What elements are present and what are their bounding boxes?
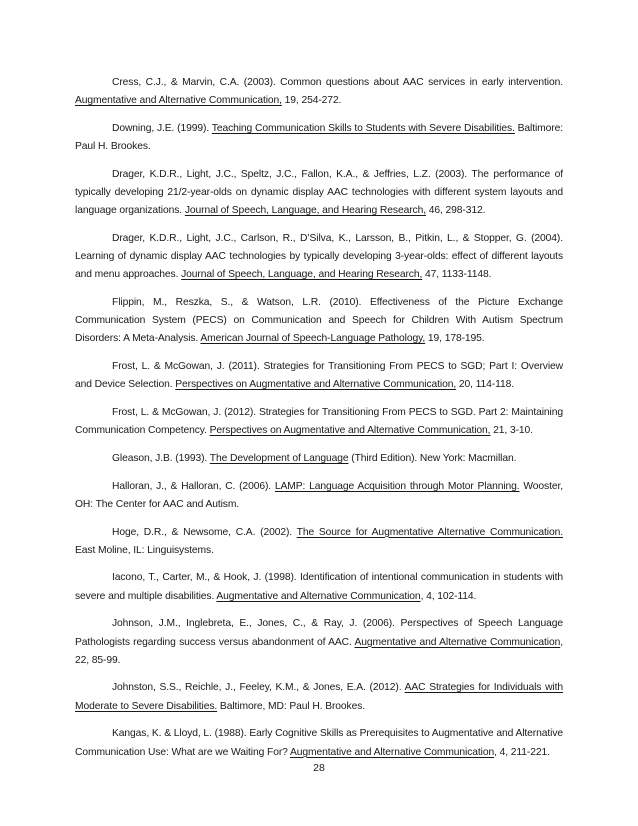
ref-source-title: Perspectives on Augmentative and Alternative Communication, [175, 379, 457, 391]
ref-authors-text: Frost, L. & McGowan, J. (2011). Strategies for Transitioning From PECS to SGD; Part I: Overview and Device Selection. [75, 361, 563, 391]
ref-volume-pages: Baltimore: Paul H. Brookes. [75, 122, 563, 153]
ref-volume-pages: Baltimore, MD: Paul H. Brookes. [217, 700, 366, 712]
ref-source-title: Augmentative and Alternative Communication, [75, 95, 282, 107]
ref-authors-text: Flippin, M., Reszka, S., & Watson, L.R. (2010). Effectiveness of the Picture Exchange Communication System (PECS) on Communication and Speech for Children With Autism Spectrum Disorders: A Meta-Analysis. [75, 297, 563, 345]
ref-volume-pages: 46, 298-312. [425, 205, 486, 217]
reference-frost-2012 [75, 404, 563, 440]
reference-list [75, 74, 563, 771]
ref-authors-text: Kangas, K. & Lloyd, L. (1988). Early Cognitive Skills as Prerequisites to Augmentative and Alternative Communication Use: What are we Waiting For? [75, 728, 563, 758]
ref-authors-text: Johnson, J.M., Inglebreta, E., Jones, C., & Ray, J. (2006). Perspectives of Speech Language Pathologists regarding success versus abandonment of AAC. [75, 618, 563, 648]
ref-authors-text: Downing, J.E. (1999). [112, 122, 212, 134]
ref-volume-pages: 20, 114-118. [456, 379, 514, 391]
ref-source-title: LAMP: Language Acquisition through Motor Planning. [274, 480, 520, 492]
ref-source-title: Augmentative and Alternative Communication [216, 590, 421, 602]
ref-volume-pages: 21, 3-10. [490, 425, 533, 437]
reference-halloran-2006 [75, 478, 563, 514]
ref-source-title: Journal of Speech, Language, and Hearing Research, [181, 269, 423, 281]
reference-flippin-2010 [75, 294, 563, 349]
ref-volume-pages: East Moline, IL: Linguisystems. [75, 544, 214, 556]
ref-authors-text: Halloran, J., & Halloran, C. (2006). [112, 480, 275, 492]
reference-johnston-2012 [75, 679, 563, 715]
page-number: 28 [313, 762, 325, 774]
ref-source-title: AAC Strategies for Individuals with Moderate to Severe Disabilities. [75, 682, 563, 712]
ref-volume-pages: 47, 1133-1148. [422, 269, 492, 281]
ref-volume-pages: Wooster, OH: The Center for AAC and Autism. [75, 480, 564, 510]
reference-drager-2004 [75, 230, 563, 285]
reference-johnson-2006 [75, 615, 563, 670]
ref-authors-text: Drager, K.D.R., Light, J.C., Carlson, R., D’Silva, K., Larsson, B., Pitkin, L., & Stopper, G. (2004). Learning of dynamic display AAC technologies by typically developing 3-year-olds: effect of different layouts and menu approaches. [75, 232, 563, 281]
ref-authors-text: Iacono, T., Carter, M., & Hook, J. (1998). Identification of intentional communication in students with severe and multiple disabilities. [75, 572, 563, 602]
reference-frost-2011 [75, 358, 563, 394]
ref-source-title: Augmentative and Alternative Communication [289, 746, 495, 758]
ref-authors-text: Drager, K.D.R., Light, J.C., Speltz, J.C., Fallon, K.A., & Jeffries, L.Z. (2003). The performance of typically developing 21/2-year-olds on dynamic display AAC technologies with different system layouts and language organizations. [75, 168, 563, 217]
reference-gleason-1993 [75, 450, 563, 468]
ref-source-title: The Development of Language [209, 452, 349, 464]
reference-kangas-1988 [75, 725, 563, 761]
ref-source-title: Perspectives on Augmentative and Alternative Communication, [209, 425, 491, 437]
ref-authors-text: Cress, C.J., & Marvin, C.A. (2003). Common questions about AAC services in early intervention. [112, 77, 563, 88]
ref-volume-pages: 19, 254-272. [281, 95, 342, 107]
ref-volume-pages: , 22, 85-99. [75, 636, 563, 666]
ref-source-title: Teaching Communication Skills to Students with Severe Disabilities. [211, 122, 515, 134]
reference-hoge-2002 [75, 524, 563, 560]
reference-drager-2003 [75, 166, 563, 221]
reference-downing-1999 [75, 120, 563, 156]
reference-iacono-1998 [75, 569, 563, 605]
ref-source-title: American Journal of Speech-Language Pathology, [200, 333, 426, 345]
ref-authors-text: Hoge, D.R., & Newsome, C.A. (2002). [112, 526, 297, 538]
ref-volume-pages: (Third Edition). New York: Macmillan. [348, 452, 517, 464]
ref-volume-pages: 19, 178-195. [425, 333, 485, 345]
ref-authors-text: Johnston, S.S., Reichle, J., Feeley, K.M., & Jones, E.A. (2012). [112, 682, 405, 694]
ref-source-title: Journal of Speech, Language, and Hearing Research, [184, 205, 426, 217]
reference-cress-marvin-2003 [75, 74, 563, 110]
ref-source-title: Augmentative and Alternative Communication [354, 636, 561, 648]
ref-volume-pages: , 4, 102-114. [420, 590, 477, 602]
ref-authors-text: Frost, L. & McGowan, J. (2012). Strategies for Transitioning From PECS to SGD. Part 2: Maintaining Communication Competency. [75, 407, 563, 437]
ref-volume-pages: , 4, 211-221. [494, 746, 550, 758]
ref-source-title: The Source for Augmentative Alternative Communication. [296, 526, 563, 538]
ref-authors-text: Gleason, J.B. (1993). [112, 452, 210, 464]
